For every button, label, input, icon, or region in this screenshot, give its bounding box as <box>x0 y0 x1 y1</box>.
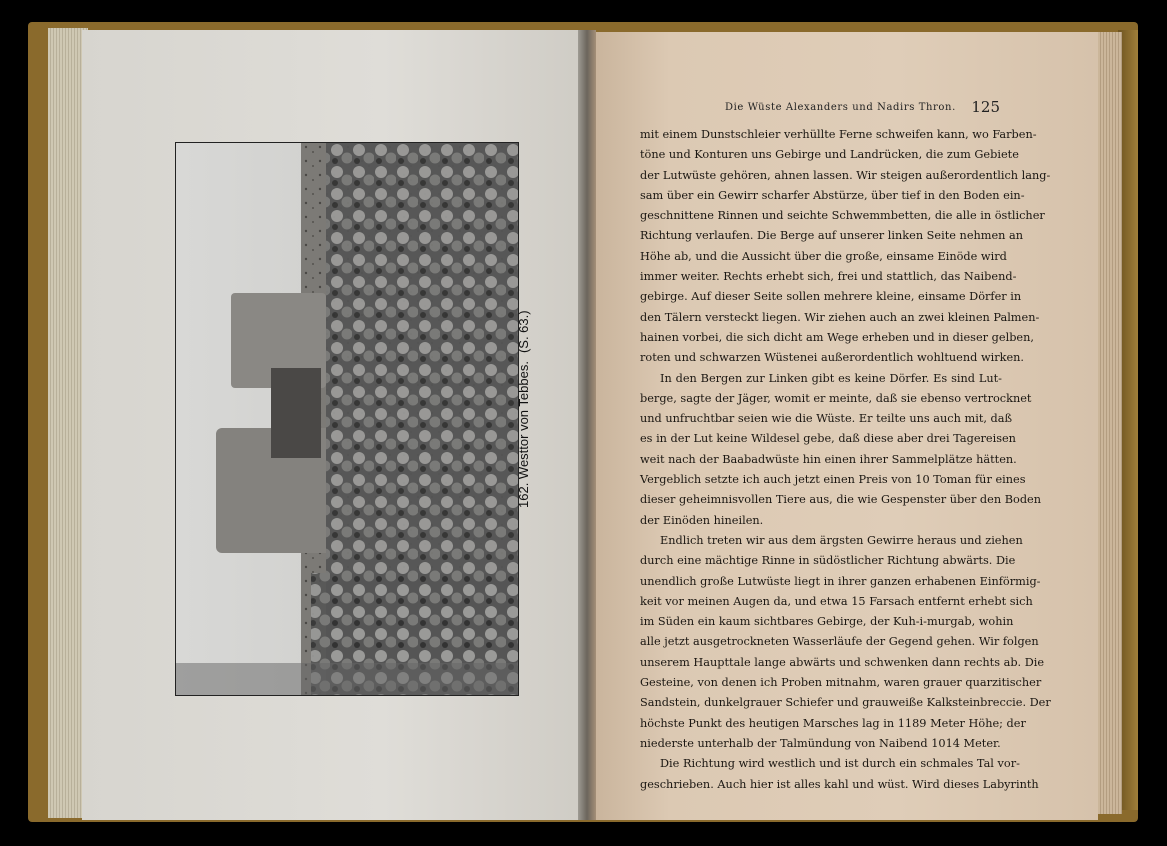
text-line: berge, sagte der Jäger, womit er meinte, daß sie ebenso vertrocknet <box>640 391 1032 405</box>
text-line: immer weiter. Rechts erhebt sich, frei und stattlich, das Naibend- <box>640 270 1017 284</box>
text-line: Die Richtung wird westlich und ist durch ein schmales Tal vor- <box>660 757 1020 771</box>
text-line: es in der Lut keine Wildesel gebe, daß diese aber drei Tagereisen <box>640 432 1016 446</box>
text-line: der Lutwüste gehören, ahnen lassen. Wir steigen außerordentlich lang- <box>640 168 1051 182</box>
text-line: der Einöden hineilen. <box>640 513 764 527</box>
text-line: unendlich große Lutwüste liegt in ihrer ganzen erhabenen Einförmig- <box>640 574 1041 588</box>
text-line: In den Bergen zur Linken gibt es keine Dörfer. Es sind Lut- <box>660 371 1002 385</box>
text-line: weit nach der Baabadwüste hin einen ihrer Sammelplätze hätten. <box>640 452 1017 466</box>
text-line: roten und schwarzen Wüstenei außerordentlich wohltuend wirken. <box>640 351 1025 365</box>
text-line: Sandstein, dunkelgrauer Schiefer und grauweiße Kalksteinbreccie. Der <box>640 696 1051 710</box>
book-gutter <box>578 30 596 820</box>
text-line: töne und Konturen uns Gebirge und Landrücken, die zum Gebiete <box>640 148 1019 162</box>
paragraph <box>640 531 1051 754</box>
photo-plate <box>175 142 519 696</box>
text-line: unserem Haupttale lange abwärts und schwenken dann rechts ab. Die <box>640 655 1045 669</box>
text-line: alle jetzt ausgetrockneten Wasserläufe der Gegend gehen. Wir folgen <box>640 635 1039 649</box>
west-gate-photo <box>176 143 518 695</box>
header-title: Die Wüste Alexanders und Nadirs Thron. <box>725 102 956 113</box>
text-line: den Tälern versteckt liegen. Wir ziehen auch an zwei kleinen Palmen- <box>640 310 1040 324</box>
page-number: 125 <box>971 98 1000 116</box>
text-line: Gesteine, von denen ich Proben mitnahm, waren grauer quarzitischer <box>640 676 1042 690</box>
text-line: im Süden ein kaum sichtbares Gebirge, der Kuh-i-murgab, wohin <box>640 615 1014 629</box>
text-line: mit einem Dunstschleier verhüllte Ferne schweifen kann, wo Farben- <box>640 128 1037 141</box>
text-line: geschnittene Rinnen und seichte Schwemmbetten, die alle in östlicher <box>640 209 1045 223</box>
text-line: sam über ein Gewirr scharfer Abstürze, über tief in den Boden ein- <box>640 188 1025 202</box>
caption-page-ref: (S. 63.) <box>516 310 531 354</box>
photo-caption <box>516 302 531 508</box>
text-line: keit vor meinen Augen da, und etwa 15 Farsach entfernt erhebt sich <box>640 594 1033 608</box>
text-line: Vergeblich setzte ich auch jetzt einen Preis von 10 Toman für eines <box>640 473 1026 487</box>
text-line: höchste Punkt des heutigen Marsches lag in 1189 Meter Höhe; der <box>640 716 1026 730</box>
body-text <box>640 125 1051 795</box>
text-line: hainen vorbei, die sich dicht am Wege erheben und in dieser gelben, <box>640 330 1034 344</box>
paragraph <box>640 125 1051 369</box>
text-line: und unfruchtbar seien wie die Wüste. Er teilte uns auch mit, daß <box>640 412 1013 426</box>
text-line: Richtung verlaufen. Die Berge auf unserer linken Seite nehmen an <box>640 229 1024 243</box>
text-line: niederste unterhalb der Talmündung von Naibend 1014 Meter. <box>640 736 1001 750</box>
text-line: gebirge. Auf dieser Seite sollen mehrere kleine, einsame Dörfer in <box>640 290 1022 304</box>
caption-label: 162. Westtor von Tebbes. <box>516 361 531 508</box>
paragraph <box>640 754 1039 795</box>
paragraph <box>640 369 1042 531</box>
text-line: dieser geheimnisvollen Tiere aus, die wie Gespenster über den Boden <box>640 493 1042 507</box>
text-line: Höhe ab, und die Aussicht über die große, einsame Einöde wird <box>640 249 1007 263</box>
text-line: geschrieben. Auch hier ist alles kahl und wüst. Wird dieses Labyrinth <box>640 777 1039 791</box>
text-line: durch eine mächtige Rinne in südöstlicher Richtung abwärts. Die <box>640 554 1016 568</box>
text-line: Endlich treten wir aus dem ärgsten Gewirre heraus und ziehen <box>660 533 1023 547</box>
running-header <box>640 100 1002 120</box>
